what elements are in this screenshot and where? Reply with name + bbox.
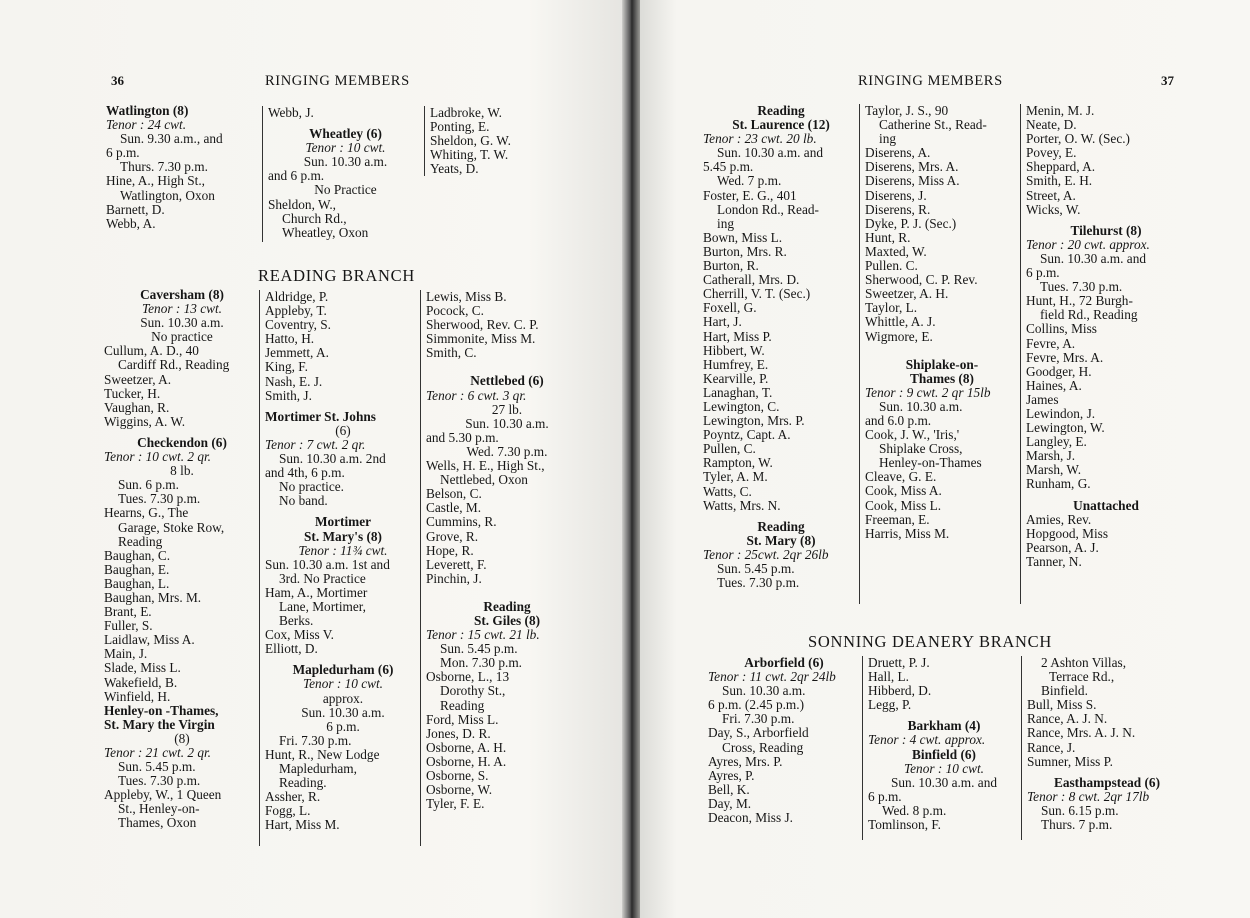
- entry-line: Wells, H. E., High St.,: [426, 458, 545, 474]
- tower-heading: Arborfield (6): [744, 655, 824, 670]
- entry-line: Neate, D.: [1026, 117, 1077, 133]
- entry-line: 8 lb.: [170, 463, 194, 479]
- entry-line: Terrace Rd.,: [1049, 669, 1115, 685]
- entry-line: Thurs. 7 p.m.: [1041, 817, 1113, 833]
- entry-line: Tomlinson, F.: [868, 817, 941, 833]
- entry-line: Sun. 5.45 p.m.: [717, 561, 795, 576]
- entry-line: Haines, A.: [1026, 377, 1082, 393]
- left-page: [0, 0, 622, 918]
- entry-line: Tenor : 25cwt. 2qr 26lb: [703, 546, 829, 562]
- entry-line: Dyke, P. J. (Sec.): [865, 215, 957, 231]
- entry-line: Pocock, C.: [426, 303, 484, 319]
- entry-line: Castle, M.: [426, 500, 482, 516]
- entry-line: Pinchin, J.: [426, 570, 482, 586]
- entry-line: Tenor : 4 cwt. approx.: [868, 732, 986, 748]
- entry-line: Sun. 10.30 a.m.: [465, 415, 549, 431]
- entry-line: Humfrey, E.: [703, 356, 769, 372]
- entry-line: Mon. 7.30 p.m.: [440, 655, 523, 671]
- entry-line: Baughan, E.: [104, 561, 170, 577]
- entry-line: 27 lb.: [491, 401, 523, 417]
- entry-line: Hunt, R.: [865, 229, 911, 245]
- entry-line: Nash, E. J.: [265, 373, 323, 389]
- entry-line: and 5.30 p.m.: [426, 429, 499, 445]
- entry-line: Sun. 10.30 a.m. and: [1040, 250, 1146, 266]
- entry-line: No practice: [151, 329, 213, 345]
- entry-line: Shiplake Cross,: [879, 441, 963, 457]
- entry-line: Webb, A.: [106, 215, 156, 231]
- entry-line: Belson, C.: [426, 486, 482, 502]
- running-head: RINGING MEMBERS: [265, 73, 410, 89]
- entry-line: Sun. 9.30 a.m., and: [120, 131, 223, 147]
- entry-line: Rance, J.: [1027, 739, 1076, 755]
- entry-line: Hope, R.: [426, 542, 474, 558]
- entry-line: Lewington, C.: [703, 398, 780, 414]
- entry-line: Osborne, W.: [426, 782, 493, 798]
- entry-line: Ladbroke, W.: [430, 105, 503, 120]
- entry-line: Sun. 10.30 a.m.: [879, 398, 963, 414]
- entry-line: Wed. 8 p.m.: [882, 802, 947, 818]
- sonning-deanery-branch-title: SONNING DEANERY BRANCH: [808, 632, 1052, 651]
- entry-line: Hine, A., High St.,: [106, 173, 205, 189]
- entry-line: Wed. 7.30 p.m.: [466, 443, 548, 459]
- entry-line: Winfield, H.: [104, 688, 171, 704]
- column: [420, 290, 588, 846]
- column: [1021, 656, 1187, 840]
- entry-line: Cleave, G. E.: [865, 469, 937, 485]
- entry-line: Tenor : 13 cwt.: [141, 301, 223, 317]
- entry-line: Sun. 10.30 a.m. 1st and: [265, 556, 390, 572]
- entry-line: Pearson, A. J.: [1026, 539, 1099, 555]
- entry-line: Tyler, A. M.: [703, 469, 768, 485]
- entry-line: Reading.: [279, 775, 327, 791]
- entry-line: Hopgood, Miss: [1026, 525, 1109, 541]
- tower-heading: Mortimer St. Johns: [265, 408, 376, 424]
- entry-line: 6 p.m. (2.45 p.m.): [708, 697, 805, 713]
- entry-line: Day, S., Arborfield: [708, 725, 809, 741]
- entry-line: No practice.: [279, 479, 344, 495]
- entry-line: Binfield.: [1041, 683, 1088, 699]
- entry-line: Ham, A., Mortimer: [265, 584, 368, 600]
- entry-line: (6): [335, 422, 351, 438]
- tower-heading: St. Laurence (12): [732, 117, 830, 133]
- column: [862, 656, 1020, 840]
- entry-line: Menin, M. J.: [1026, 103, 1095, 118]
- entry-line: ing: [879, 131, 896, 147]
- entry-line: Cox, Miss V.: [265, 627, 334, 643]
- entry-line: Marsh, W.: [1026, 462, 1082, 478]
- tower-heading: St. Mary's (8): [304, 528, 382, 544]
- entry-line: Main, J.: [104, 646, 148, 662]
- entry-line: Hart, Miss P.: [703, 328, 772, 344]
- tower-heading: St. Giles (8): [473, 612, 541, 628]
- entry-line: Diserens, R.: [865, 201, 931, 217]
- entry-line: Tenor : 10 cwt.: [305, 140, 386, 156]
- entry-line: Kearville, P.: [703, 370, 769, 386]
- entry-line: Tues. 7.30 p.m.: [118, 491, 201, 507]
- entry-line: Reading: [440, 697, 485, 713]
- entry-line: Cullum, A. D., 40: [104, 343, 199, 359]
- entry-line: Tenor : 20 cwt. approx.: [1026, 236, 1150, 252]
- entry-line: Whiting, T. W.: [430, 147, 509, 163]
- entry-line: Tenor : 7 cwt. 2 qr.: [265, 436, 366, 452]
- entry-line: Harris, Miss M.: [865, 525, 950, 541]
- entry-line: Sun. 6 p.m.: [118, 477, 179, 493]
- entry-line: Tenor : 11 cwt. 2qr 24lb: [708, 669, 836, 685]
- entry-line: Osborne, S.: [426, 768, 489, 783]
- entry-line: Rance, Mrs. A. J. N.: [1027, 725, 1136, 741]
- entry-line: Thames, Oxon: [118, 815, 197, 831]
- entry-line: Tues. 7.30 p.m.: [118, 773, 201, 789]
- entry-line: Sun. 10.30 a.m.: [303, 154, 388, 170]
- entry-line: Watts, C.: [703, 483, 752, 499]
- tower-heading: Reading: [757, 103, 805, 118]
- entry-line: Diserens, Miss A.: [865, 173, 960, 189]
- entry-line: Wiggins, A. W.: [104, 413, 186, 429]
- entry-line: Porter, O. W. (Sec.): [1026, 131, 1130, 147]
- entry-line: Cross, Reading: [722, 739, 804, 755]
- entry-line: Yeats, D.: [430, 161, 479, 177]
- entry-line: Hall, L.: [868, 669, 909, 685]
- tower-heading: Shiplake-on-: [905, 356, 979, 372]
- entry-line: Hearns, G., The: [104, 505, 189, 521]
- entry-line: Dorothy St.,: [440, 683, 506, 699]
- entry-line: Sun. 10.30 a.m. and: [891, 774, 997, 790]
- entry-line: Tucker, H.: [104, 385, 161, 401]
- entry-line: Poyntz, Capt. A.: [703, 427, 791, 443]
- entry-line: 2 Ashton Villas,: [1041, 655, 1127, 670]
- entry-line: Burton, R.: [703, 258, 759, 274]
- entry-line: Tenor : 9 cwt. 2 qr 15lb: [865, 384, 991, 400]
- entry-line: Pullen. C.: [865, 258, 918, 274]
- page-number: 36: [111, 73, 124, 88]
- entry-line: Lewindon, J.: [1026, 405, 1096, 421]
- entry-line: Hatto, H.: [265, 331, 315, 347]
- entry-line: Street, A.: [1026, 187, 1076, 203]
- entry-line: Legg, P.: [868, 697, 912, 713]
- entry-line: Tyler, F. E.: [426, 796, 485, 812]
- entry-line: Osborne, L., 13: [426, 669, 510, 685]
- tower-heading: Nettlebed (6): [470, 373, 544, 389]
- entry-line: Watts, Mrs. N.: [703, 497, 781, 513]
- entry-line: Diserens, J.: [865, 187, 927, 203]
- entry-line: Garage, Stoke Row,: [118, 519, 225, 535]
- entry-line: Ponting, E.: [430, 119, 490, 135]
- entry-line: Bell, K.: [708, 781, 750, 797]
- tower-heading: Wheatley (6): [309, 126, 382, 142]
- tower-heading: Mortimer: [314, 514, 372, 530]
- entry-line: Tenor : 11¾ cwt.: [298, 542, 388, 558]
- entry-line: Lewis, Miss B.: [426, 289, 507, 304]
- entry-line: Henley-on-Thames: [879, 455, 982, 471]
- entry-line: Bull, Miss S.: [1027, 697, 1097, 713]
- entry-line: Sun. 5.45 p.m.: [118, 759, 196, 775]
- entry-line: Sun. 10.30 a.m. 2nd: [279, 451, 386, 467]
- entry-line: Fogg, L.: [265, 803, 311, 819]
- entry-line: Vaughan, R.: [104, 399, 170, 415]
- entry-line: and 6.0 p.m.: [865, 412, 932, 428]
- entry-line: Church Rd.,: [282, 210, 347, 226]
- entry-line: Burton, Mrs. R.: [703, 243, 787, 259]
- entry-line: Tenor : 10 cwt. 2 qr.: [104, 449, 212, 465]
- entry-line: Nettlebed, Oxon: [440, 472, 528, 488]
- entry-line: 5.45 p.m.: [703, 159, 754, 175]
- entry-line: Tues. 7.30 p.m.: [717, 575, 800, 591]
- entry-line: Tenor : 6 cwt. 3 qr.: [426, 387, 527, 403]
- entry-line: St., Henley-on-: [118, 801, 200, 817]
- entry-line: Whittle, A. J.: [865, 314, 936, 330]
- entry-line: Grove, R.: [426, 528, 479, 544]
- entry-line: Baughan, C.: [104, 547, 171, 563]
- entry-line: Jones, D. R.: [426, 725, 491, 741]
- entry-line: Tenor : 23 cwt. 20 lb.: [703, 131, 817, 147]
- column: [104, 288, 260, 831]
- entry-line: 6 p.m.: [106, 145, 140, 161]
- tower-heading: St. Mary the Virgin: [104, 716, 215, 732]
- spacer: [426, 360, 588, 367]
- entry-line: No band.: [279, 493, 328, 509]
- column: [424, 106, 590, 176]
- entry-line: Lanaghan, T.: [703, 384, 773, 400]
- entry-line: Rampton, W.: [703, 455, 773, 471]
- entry-line: Wed. 7 p.m.: [717, 173, 782, 189]
- entry-line: Goodger, H.: [1026, 363, 1092, 379]
- entry-line: Deacon, Miss J.: [708, 810, 793, 826]
- entry-line: Cook, Miss L.: [865, 497, 942, 513]
- tower-heading: Checkendon (6): [137, 434, 227, 450]
- entry-line: Osborne, H. A.: [426, 753, 507, 769]
- page-number: 37: [1161, 73, 1174, 88]
- entry-line: Sun. 10.30 a.m. and: [717, 145, 823, 161]
- entry-line: King, F.: [265, 359, 308, 375]
- entry-line: Catherine St., Read-: [879, 117, 987, 133]
- column: [859, 104, 1019, 604]
- entry-line: Appleby, T.: [265, 303, 327, 319]
- entry-line: Tues. 7.30 p.m.: [1040, 279, 1123, 295]
- spacer: [865, 344, 1019, 351]
- entry-line: Jemmett, A.: [265, 345, 329, 361]
- entry-line: Watlington, Oxon: [120, 187, 215, 203]
- entry-line: 6 p.m.: [326, 718, 360, 734]
- tower-heading: Thames (8): [910, 370, 974, 386]
- tower-heading: Tilehurst (8): [1070, 222, 1142, 238]
- entry-line: Sun. 10.30 a.m.: [301, 704, 385, 720]
- column: [708, 656, 860, 825]
- spacer: [426, 586, 588, 593]
- tower-heading: Unattached: [1073, 497, 1139, 513]
- tower-heading: Mapledurham (6): [292, 662, 394, 678]
- entry-line: Marsh, J.: [1026, 448, 1076, 464]
- entry-line: Ford, Miss L.: [426, 711, 499, 727]
- entry-line: Reading: [118, 533, 163, 549]
- entry-line: Sun. 6.15 p.m.: [1041, 802, 1119, 818]
- entry-line: Lane, Mortimer,: [279, 598, 366, 614]
- entry-line: Tenor : 15 cwt. 21 lb.: [426, 627, 540, 643]
- entry-line: Coventry, S.: [265, 317, 331, 333]
- tower-heading: Binfield (6): [912, 746, 976, 762]
- entry-line: Runham, G.: [1026, 476, 1091, 492]
- entry-line: Fevre, A.: [1026, 335, 1076, 351]
- entry-line: Sun. 10.30 a.m.: [722, 683, 806, 699]
- column: [1020, 104, 1186, 604]
- column: [106, 104, 258, 231]
- entry-line: Sheppard, A.: [1026, 159, 1096, 175]
- entry-line: Simmonite, Miss M.: [426, 331, 536, 347]
- column: [262, 106, 423, 242]
- entry-line: Baughan, L.: [104, 575, 170, 591]
- entry-line: Tenor : 10 cwt.: [903, 760, 985, 776]
- entry-line: Tenor : 8 cwt. 2qr 17lb: [1027, 788, 1150, 804]
- entry-line: Sheldon, G. W.: [430, 133, 511, 149]
- tower-heading: St. Mary (8): [746, 532, 816, 548]
- entry-line: Hart, J.: [703, 314, 742, 330]
- entry-line: (8): [174, 730, 190, 746]
- entry-line: Laidlaw, Miss A.: [104, 632, 195, 648]
- entry-line: Lewington, W.: [1026, 420, 1105, 436]
- entry-line: Ayres, P.: [708, 767, 755, 783]
- entry-line: Fuller, S.: [104, 618, 153, 634]
- entry-line: Brant, E.: [104, 604, 152, 620]
- entry-line: Hart, Miss M.: [265, 817, 340, 833]
- entry-line: Smith, J.: [265, 387, 312, 403]
- entry-line: Smith, C.: [426, 345, 477, 361]
- entry-line: Collins, Miss: [1026, 321, 1097, 337]
- entry-line: 6 p.m.: [868, 788, 902, 804]
- entry-line: Sheldon, W.,: [268, 196, 336, 212]
- entry-line: Druett, P. J.: [868, 655, 930, 670]
- entry-line: field Rd., Reading: [1040, 307, 1138, 323]
- entry-line: Sumner, Miss P.: [1027, 753, 1113, 769]
- entry-line: Assher, R.: [265, 789, 321, 805]
- entry-line: and 4th, 6 p.m.: [265, 465, 345, 481]
- entry-line: London Rd., Read-: [717, 201, 819, 217]
- entry-line: Sherwood, C. P. Rev.: [865, 272, 978, 288]
- entry-line: Bown, Miss L.: [703, 229, 783, 245]
- entry-line: Sweetzer, A. H.: [865, 286, 949, 302]
- entry-line: Diserens, Mrs. A.: [865, 159, 959, 175]
- tower-heading: Watlington (8): [106, 103, 189, 118]
- entry-line: Catherall, Mrs. D.: [703, 272, 800, 288]
- entry-line: Elliott, D.: [265, 641, 318, 657]
- entry-line: ing: [717, 215, 734, 231]
- entry-line: Foster, E. G., 401: [703, 187, 797, 203]
- entry-line: Sherwood, Rev. C. P.: [426, 317, 539, 333]
- entry-line: and 6 p.m.: [268, 168, 325, 184]
- entry-line: James: [1026, 391, 1059, 407]
- entry-line: 3rd. No Practice: [279, 570, 366, 586]
- book-gutter: [622, 0, 640, 918]
- entry-line: Wicks, W.: [1026, 201, 1081, 217]
- entry-line: Maxted, W.: [865, 243, 927, 259]
- entry-line: Berks.: [279, 613, 314, 629]
- tower-heading: Reading: [483, 598, 531, 614]
- entry-line: Webb, J.: [268, 105, 314, 120]
- entry-line: Ayres, Mrs. P.: [708, 753, 783, 769]
- entry-line: 6 p.m.: [1026, 265, 1060, 281]
- entry-line: Mapledurham,: [279, 761, 357, 776]
- right-page: [640, 0, 1250, 918]
- entry-line: Barnett, D.: [106, 201, 165, 217]
- entry-line: Aldridge, P.: [265, 289, 329, 304]
- column: [703, 104, 859, 590]
- entry-line: Sun. 10.30 a.m.: [140, 315, 224, 331]
- entry-line: Fri. 7.30 p.m.: [722, 711, 795, 727]
- entry-line: Tanner, N.: [1026, 553, 1082, 569]
- entry-line: Amies, Rev.: [1026, 511, 1092, 527]
- entry-line: Foxell, G.: [703, 300, 757, 316]
- entry-line: Hibberd, D.: [868, 683, 932, 699]
- entry-line: Appleby, W., 1 Queen: [104, 787, 222, 803]
- entry-line: approx.: [322, 690, 364, 706]
- entry-line: Hibbert, W.: [703, 342, 765, 358]
- entry-line: Sun. 5.45 p.m.: [440, 641, 518, 657]
- entry-line: Rance, A. J. N.: [1027, 711, 1108, 727]
- entry-line: Slade, Miss L.: [104, 660, 181, 676]
- entry-line: Pullen, C.: [703, 441, 756, 457]
- entry-line: Osborne, A. H.: [426, 739, 507, 755]
- entry-line: Cherrill, V. T. (Sec.): [703, 286, 811, 302]
- running-head: RINGING MEMBERS: [858, 73, 1003, 89]
- entry-line: Tenor : 10 cwt.: [302, 676, 384, 692]
- tower-heading: Caversham (8): [140, 287, 224, 302]
- entry-line: Day, M.: [708, 795, 752, 811]
- entry-line: Taylor, J. S., 90: [865, 103, 949, 118]
- reading-branch-title: READING BRANCH: [258, 266, 415, 285]
- entry-line: Hunt, H., 72 Burgh-: [1026, 293, 1133, 309]
- entry-line: Tenor : 24 cwt.: [106, 117, 187, 133]
- entry-line: Wigmore, E.: [865, 328, 933, 344]
- tower-heading: Reading: [757, 518, 805, 534]
- entry-line: Smith, E. H.: [1026, 173, 1093, 189]
- entry-line: Cummins, R.: [426, 514, 497, 530]
- entry-line: Fri. 7.30 p.m.: [279, 732, 352, 748]
- tower-heading: Easthampstead (6): [1053, 774, 1160, 790]
- entry-line: Langley, E.: [1026, 434, 1087, 450]
- entry-line: Hunt, R., New Lodge: [265, 746, 380, 762]
- entry-line: Cook, Miss A.: [865, 483, 942, 499]
- entry-line: Lewington, Mrs. P.: [703, 413, 805, 429]
- entry-line: Freeman, E.: [865, 511, 930, 527]
- column: [259, 290, 421, 846]
- entry-line: Sweetzer, A.: [104, 371, 172, 387]
- entry-line: Baughan, Mrs. M.: [104, 589, 202, 605]
- entry-line: Povey, E.: [1026, 145, 1077, 161]
- entry-line: Taylor, L.: [865, 300, 918, 316]
- entry-line: Diserens, A.: [865, 145, 931, 161]
- entry-line: Fevre, Mrs. A.: [1026, 349, 1104, 365]
- tower-heading: Henley-on -Thames,: [104, 702, 219, 718]
- entry-line: Wheatley, Oxon: [282, 224, 369, 240]
- entry-line: Thurs. 7.30 p.m.: [120, 159, 208, 175]
- entry-line: Cardiff Rd., Reading: [118, 357, 230, 373]
- entry-line: Wakefield, B.: [104, 674, 178, 690]
- entry-line: No Practice: [314, 182, 377, 198]
- tower-heading: Barkham (4): [907, 718, 981, 734]
- entry-line: Tenor : 21 cwt. 2 qr.: [104, 745, 212, 760]
- entry-line: Cook, J. W., 'Iris,': [865, 427, 960, 443]
- entry-line: Leverett, F.: [426, 556, 487, 572]
